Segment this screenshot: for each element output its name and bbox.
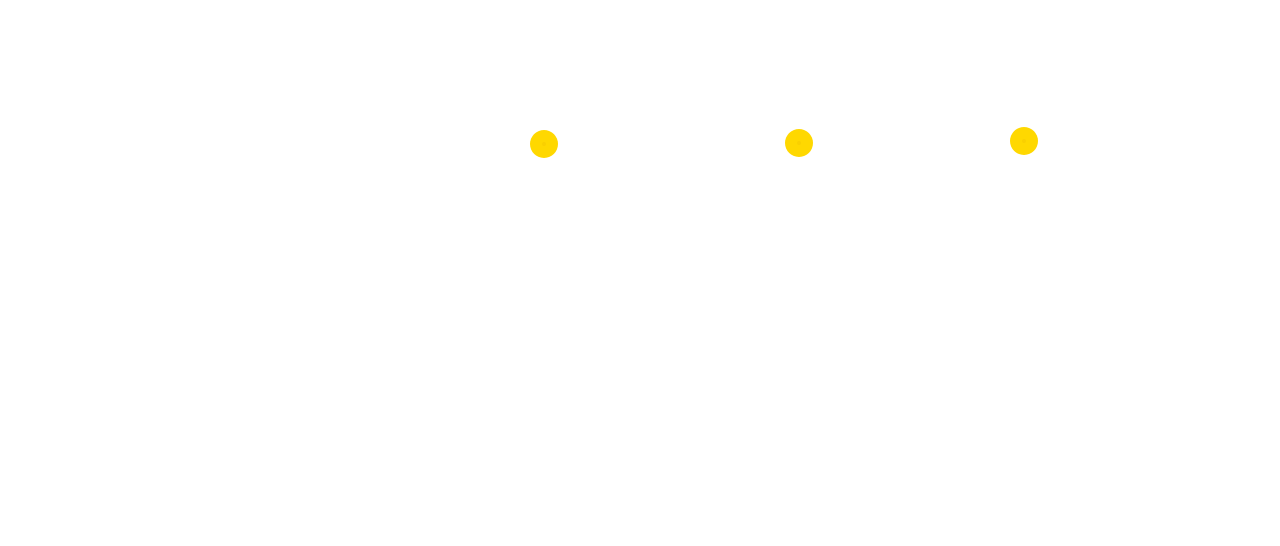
yellow-dot-icon	[1022, 139, 1026, 143]
hotspot-dot-1[interactable]	[530, 130, 558, 158]
hotspot-dot-2[interactable]	[785, 129, 813, 157]
yellow-dot-icon	[542, 142, 546, 146]
yellow-dot-icon	[797, 141, 801, 145]
hotspot-dot-3[interactable]	[1010, 127, 1038, 155]
